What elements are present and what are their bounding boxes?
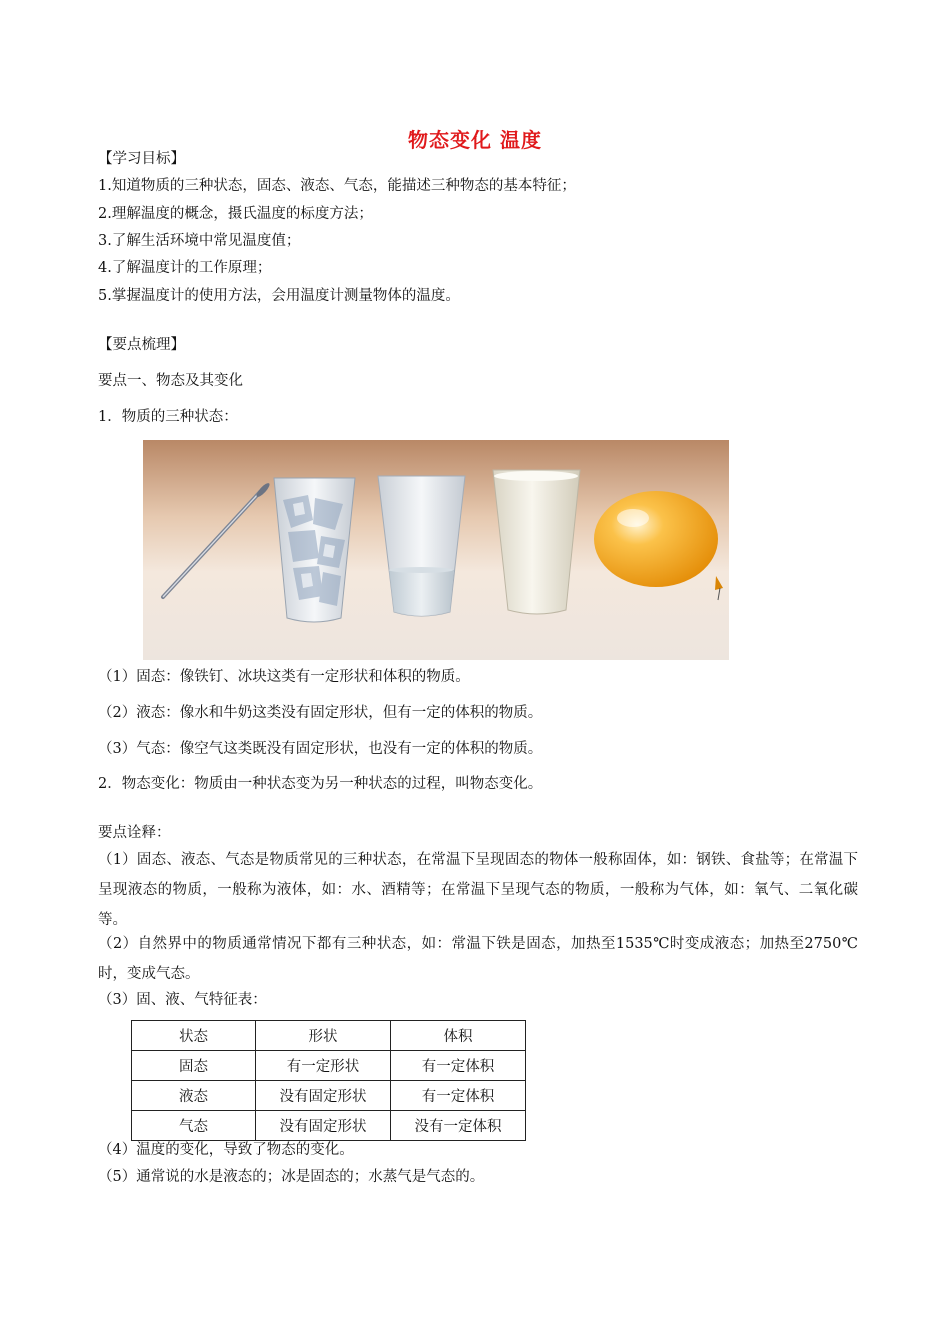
- section-goals-heading: 【学习目标】: [98, 151, 185, 167]
- note-1: （1）固态、液态、气态是物质常见的三种状态，在常温下呈现固态的物体一般称固体，如：钢铁、食盐等；在常温下呈现液态的物质，一般称为液体，如：水、酒精等；在常温下呈现气态的物质，一般称为气体，如：氧气、二氧化碳等。: [98, 852, 858, 928]
- table-cell: 有一定体积: [391, 1081, 526, 1111]
- table-cell: 没有固定形状: [256, 1111, 391, 1141]
- note-5: （5）通常说的水是液态的；冰是固态的；水蒸气是气态的。: [98, 1169, 485, 1185]
- point-one-heading: 要点一、物态及其变化: [98, 373, 243, 389]
- states-feature-table: [131, 1020, 526, 1141]
- document-title: 物态变化 温度: [408, 128, 542, 152]
- table-header-cell: 形状: [256, 1021, 391, 1051]
- goal-item-3: 3.了解生活环境中常见温度值；: [98, 233, 301, 249]
- table-cell: 气态: [132, 1111, 256, 1141]
- note-4: （4）温度的变化，导致了物态的变化。: [98, 1142, 354, 1158]
- table-row: [132, 1051, 526, 1081]
- table-row: [132, 1081, 526, 1111]
- goal-item-5: 5.掌握温度计的使用方法，会用温度计测量物体的温度。: [98, 288, 460, 304]
- goal-item-1: 1.知道物质的三种状态，固态、液态、气态，能描述三种物态的基本特征；: [98, 178, 576, 194]
- state-liquid-desc: （2）液态：像水和牛奶这类没有固定形状，但有一定的体积的物质。: [98, 705, 543, 721]
- table-row: [132, 1111, 526, 1141]
- table-cell: 固态: [132, 1051, 256, 1081]
- state-gas-desc: （3）气态：像空气这类既没有固定形状，也没有一定的体积的物质。: [98, 741, 543, 757]
- table-cell: 没有一定体积: [391, 1111, 526, 1141]
- table-cell: 没有固定形状: [256, 1081, 391, 1111]
- table-cell: 有一定形状: [256, 1051, 391, 1081]
- goal-item-4: 4.了解温度计的工作原理；: [98, 260, 272, 276]
- note-3: （3）固、液、气特征表：: [98, 992, 267, 1008]
- goal-item-2: 2.理解温度的概念，摄氏温度的标度方法；: [98, 206, 373, 222]
- note-2: （2）自然界中的物质通常情况下都有三种状态，如：常温下铁是固态，加热至1535℃时变成液态；加热至2750℃时，变成气态。: [98, 936, 858, 982]
- table-header-cell: 状态: [132, 1021, 256, 1051]
- three-states-photo: [143, 440, 729, 660]
- table-header-row: [132, 1021, 526, 1051]
- table-header-cell: 体积: [391, 1021, 526, 1051]
- item-three-states: 1．物质的三种状态：: [98, 409, 238, 425]
- table-cell: 液态: [132, 1081, 256, 1111]
- state-solid-desc: （1）固态：像铁钉、冰块这类有一定形状和体积的物质。: [98, 669, 470, 685]
- section-points-heading: 【要点梳理】: [98, 337, 185, 353]
- table-cell: 有一定体积: [391, 1051, 526, 1081]
- notes-heading: 要点诠释：: [98, 825, 171, 841]
- item-state-change: 2．物态变化：物质由一种状态变为另一种状态的过程，叫物态变化。: [98, 776, 543, 792]
